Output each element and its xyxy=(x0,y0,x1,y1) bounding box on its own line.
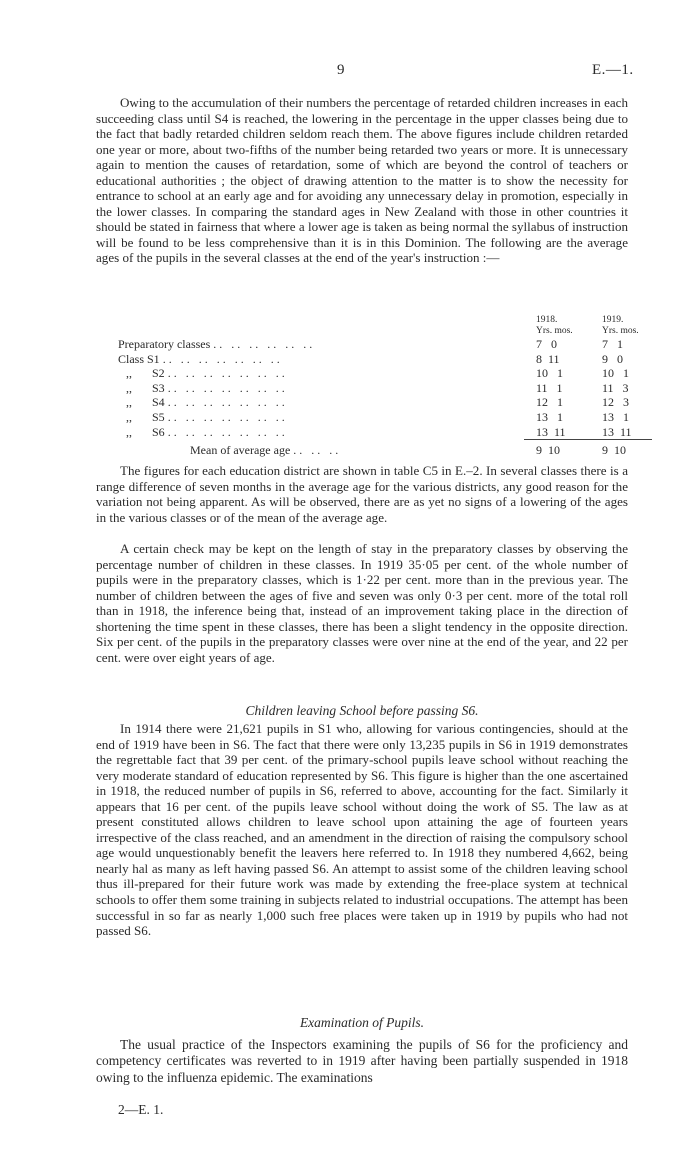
row-label: Class S1 xyxy=(118,351,160,366)
leader-dots: .. .. .. .. .. .. .. xyxy=(167,395,288,410)
value-1919: 12 3 xyxy=(602,395,629,410)
table-row xyxy=(118,410,652,425)
table-row xyxy=(118,366,652,381)
value-1918: 10 1 xyxy=(536,366,563,381)
table-header-years xyxy=(118,315,652,326)
mean-1918: 9 10 xyxy=(524,440,586,458)
leader-dots: .. .. .. .. .. .. .. xyxy=(167,409,288,424)
ditto-mark: ,, xyxy=(126,395,132,410)
col-1919: 1919. xyxy=(602,315,624,325)
value-1919: 10 1 xyxy=(602,366,629,381)
row-label: S2 xyxy=(152,366,165,381)
leader-dots: .. .. .. .. .. .. .. xyxy=(167,424,288,439)
mean-label: Mean of average age xyxy=(190,442,291,457)
ditto-mark: ,, xyxy=(126,380,132,395)
paragraph-examination: The usual practice of the Inspectors examining the pupils of S6 for the proficiency and competency certificates was reverted to in 1919 after having been partially suspended in 1918 owing to the influenza epidemic. The examinations xyxy=(96,1037,628,1085)
value-1918: 13 1 xyxy=(536,409,563,424)
table-row xyxy=(118,337,652,352)
table-row xyxy=(118,425,652,440)
row-label: S5 xyxy=(152,409,165,424)
table-row xyxy=(118,352,652,367)
ditto-mark: ,, xyxy=(126,366,132,381)
paragraph-leaving-school: In 1914 there were 21,621 pupils in S1 who, allowing for various contingencies, should at the end of 1919 have been in S6. The fact that there were only 13,235 pupils in S6 in 1919 demonstrates the regrettable fact that 39 per cent. of the primary-school pupils leave school without reaching the very moderate standard of education represented by S6. This figure is higher than the one ascertained in 1918, the reduced number of pupils in S6, referred to above, accounting for the fact. Similarly it appears that 16 per cent. of the pupils leave school without doing the work of S5. The law as at present constituted allows children to leave school upon attaining the age of fourteen years irrespective of the class reached, and an amendment in the direction of raising the compulsory school age would unquestionably benefit the leavers here referred to. In 1918 they numbered 4,662, being nearly hal as many as left having passed S6. An attempt to assist some of the children leaving school thus ill-prepared for their future work was made by extending the free-place system at technical schools to offer them some training in subjects related to industrial occupations. The attempt has been successful in so far as nearly 1,000 such free places were taken up in 1919 by pupils who had not passed S6. xyxy=(96,721,628,939)
paragraph-district-figures: The figures for each education district are shown in table C5 in E.–2. In several classes there is a range difference of seven months in the average age for the various districts, any good reason for the variation not being apparent. As will be observed, there are as yet no signs of a lowering of the ages in the various classes or of the mean of the average age. xyxy=(96,463,628,525)
value-1918: 8 11 xyxy=(536,351,560,366)
leader-dots: .. .. .. .. .. .. .. xyxy=(162,351,283,366)
row-label: S4 xyxy=(152,395,165,410)
col-1918: 1918. xyxy=(536,315,558,325)
mean-1919: 9 10 xyxy=(586,440,652,458)
value-1919: 11 3 xyxy=(602,380,629,395)
leader-dots: .. .. .. .. .. .. .. xyxy=(167,380,288,395)
leader-dots: .. .. .. .. .. .. .. xyxy=(167,366,288,381)
table-row xyxy=(118,395,652,410)
units-1919: Yrs. mos. xyxy=(602,326,639,336)
value-1918: 7 0 xyxy=(536,337,557,351)
table-header-units xyxy=(118,326,652,337)
row-label: S3 xyxy=(152,380,165,395)
section-heading-examination: Examination of Pupils. xyxy=(299,1015,425,1030)
table-row xyxy=(118,381,652,396)
value-1919: 9 0 xyxy=(602,351,623,366)
document-reference: E.—1. xyxy=(592,62,634,78)
value-1918: 12 1 xyxy=(536,395,563,410)
mean-row xyxy=(118,440,652,458)
value-1918: 13 11 xyxy=(536,424,566,439)
units-1918: Yrs. mos. xyxy=(536,326,573,336)
section-heading-leaving-school: Children leaving School before passing S6. xyxy=(245,703,479,718)
average-age-table xyxy=(118,315,652,458)
page-header xyxy=(0,62,700,80)
value-1918: 11 1 xyxy=(536,380,563,395)
paragraph-preparatory-classes: A certain check may be kept on the length of stay in the preparatory classes by observing the percentage number of children in these classes. In 1919 35·05 per cent. of the whole number of pupils were in the preparatory classes, which is 1·22 per cent. more than in the previous year. The number of children between the ages of five and seven was only 0·3 per cent. more of the total roll than in 1918, the inference being that, instead of an improvement taking place in the direction of shortening the time spent in these classes, there has been a slight tendency in the opposite direction. Six per cent. of the pupils in the preparatory classes were over nine at the end of the year, and 22 per cent. were over eight years of age. xyxy=(96,541,628,665)
paragraph-retardation: Owing to the accumulation of their numbers the percentage of retarded children increases in each succeeding class until S4 is reached, the lowering in the percentage in the upper classes being due to the fact that badly retarded children seldom reach them. The above figures include children retarded one year or more, about two-fifths of the number being retarded two years or more. It is unnecessary again to mention the causes of retardation, some of which are beyond the control of teachers or educational authorities ; the object of drawing attention to the matter is to show the necessity for entrance to school at an early age and for avoiding any unnecessary delay in promotion, especially in the lower classes. In comparing the standard ages in New Zealand with those in other countries it should be stated in fairness that where a lower age is taken as being normal the syllabus of instruction will be found to be less comprehensive than it is in this Dominion. The following are the average ages of the pupils in the several classes at the end of the year's instruction :— xyxy=(96,95,628,266)
row-label: Preparatory classes xyxy=(118,337,211,351)
page-number: 9 xyxy=(337,62,345,78)
ditto-mark: ,, xyxy=(126,409,132,424)
signature-mark: 2—E. 1. xyxy=(118,1102,164,1117)
value-1919: 13 11 xyxy=(602,424,632,439)
leader-dots: .. .. .. .. .. .. xyxy=(213,337,316,351)
value-1919: 7 1 xyxy=(602,337,623,351)
value-1919: 13 1 xyxy=(602,409,629,424)
ditto-mark: ,, xyxy=(126,424,132,439)
row-label: S6 xyxy=(152,424,165,439)
leader-dots: .. .. .. xyxy=(293,442,342,457)
